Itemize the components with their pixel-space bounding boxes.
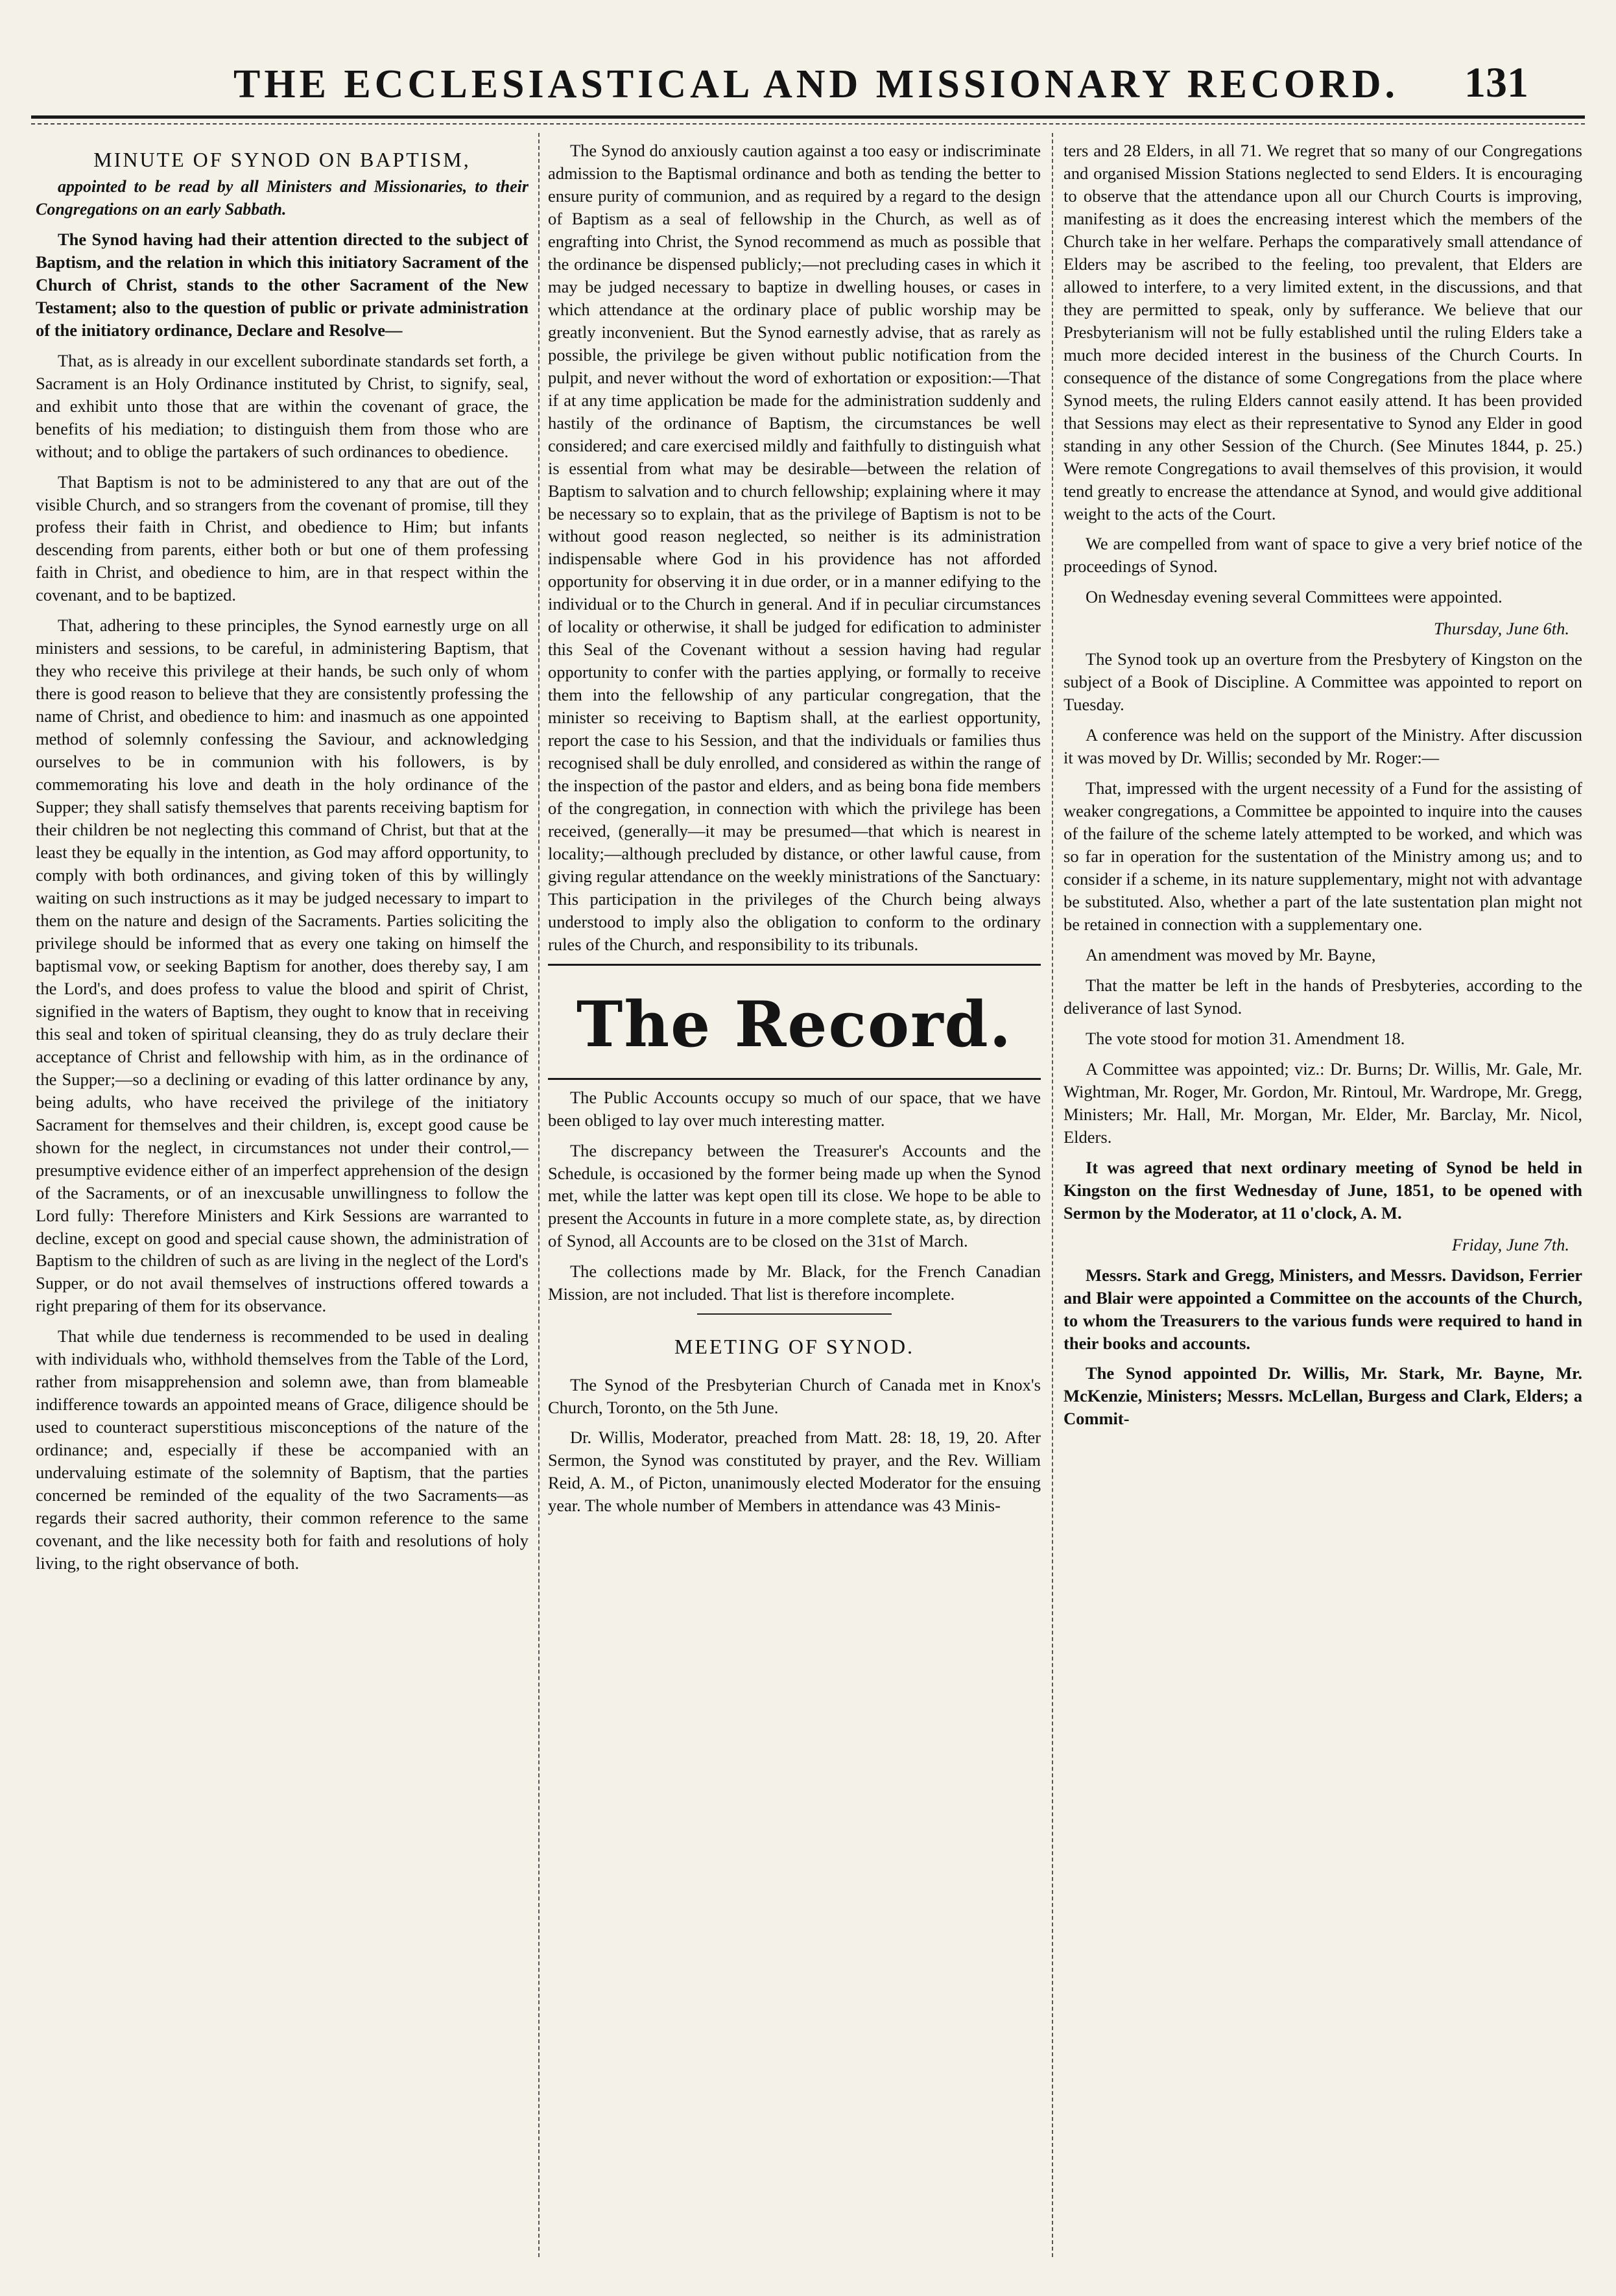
section-rule [548, 1078, 1041, 1080]
meeting-paragraph: Messrs. Stark and Gregg, Ministers, and Messrs. Davidson, Ferrier and Blair were appointed a Committee on the accounts of the Church, to whom the Treasurers to the various funds were required to hand in their books and accounts. [1063, 1265, 1582, 1353]
article-paragraph: That, adhering to these principles, the Synod earnestly urge on all ministers and sessions, to be careful, in administering Baptism, that they who receive this privilege at their hands, be such only of whom there is good reason to believe that they are consistently professing the name of Christ, and obedience to him: and inasmuch as one appointed method of solemnly confessing the Saviour, and acknowledging ourselves to be in communion with his followers, is by commemorating his love and death in the holy ordinance of the Supper; they shall satisfy themselves that parents receiving baptism for their children be not neglecting this command of Christ, but that at the least they be equally in the intention, as God may afford opportunity, to comply with both ordinances, and giving token of this by willingly waiting on such instructions as it may be judged necessary to impart to them on the nature and design of the Sacraments. Parties soliciting the privilege should be informed that as every one taking on himself the baptismal vow, or seeking Baptism for another, does thereby say, I am the Lord's, and does profess to value the blood and spirit of Christ, signified in the waters of Baptism, they ought to know that in receiving this seal and token of spiritual cleansing, they do as truly declare their acceptance of Christ and fellowship with him, as in the ordinance of the Supper;—so a declining or evading of this latter ordinance by any, being adults, who have received the privilege of the initiatory Sacrament for themselves and their children, is, except good cause be shown for the neglect, in circumstances not under their control,—presumptive evidence either of an imperfect apprehension of the design of the Sacraments, or of an inexcusable unwillingness to follow the Lord fully: Therefore Ministers and Kirk Sessions are warranted to decline, except on good and special cause shown, the administration of Baptism to the children of such as are living in the neglect of the Lord's Supper, or do not avail themselves of instructions offered towards a right preparing of them for its observance. [36, 616, 529, 1316]
article-paragraph: That Baptism is not to be administered to any that are out of the visible Church, and so strangers from the covenant of promise, till they profess their faith in Christ, and obedience to Him; but infants descending from parents, either both or but one of them professing faith in Christ, and obedience to him, are in that respect within the covenant, and to be baptized. [36, 472, 529, 605]
article-paragraph: That, as is already in our excellent subordinate standards set forth, a Sacrament is an Holy Ordinance instituted by Christ, to signify, seal, and exhibit unto those that are within the covenant of grace, the benefits of his mediation; to distinguish them from those who are without; and to oblige the partakers of such ordinances to obedience. [36, 350, 529, 461]
meeting-paragraph: The Synod appointed Dr. Willis, Mr. Stark, Mr. Bayne, Mr. McKenzie, Ministers; Messrs. McLellan, Burgess and Clark, Elders; a Commit- [1063, 1363, 1582, 1429]
dateline: Thursday, June 6th. [1433, 619, 1569, 639]
masthead-rule [31, 115, 1585, 119]
dateline: Friday, June 7th. [1451, 1234, 1569, 1254]
meeting-paragraph: The Synod took up an overture from the Presbytery of Kingston on the subject of a Book of Discipline. A Committee was appointed to report on Tuesday. [1063, 649, 1582, 715]
meeting-paragraph: An amendment was moved by Mr. Bayne, [1086, 944, 1376, 964]
article-paragraph: That while due tenderness is recommended to be used in dealing with individuals who, withhold themselves from the Table of the Lord, rather from misapprehension and solemn awe, than from blameable indifference towards an appointed means of Grace, diligence should be used to counteract superstitious misconceptions of the nature of the ordinance; and, especially if these be accompanied with an undervaluing estimate of the solemnity of Baptism, that the parties concerned be reminded of the equality of the two Sacraments—as regards their sacred authority, their common reference to the same covenant, and the like necessity both for faith and resolutions of holy living, to the right observance of both. [36, 1326, 529, 1573]
meeting-paragraph: It was agreed that next ordinary meeting of Synod be held in Kingston on the first Wednesday of June, 1851, to be opened with Sermon by the Moderator, at 11 o'clock, A. M. [1063, 1157, 1582, 1223]
masthead-rule-dashed [31, 123, 1585, 125]
section-heading-record: The Record. [576, 987, 1013, 1061]
masthead [0, 0, 1616, 130]
meeting-paragraph: On Wednesday evening several Committees were appointed. [1086, 587, 1503, 607]
meeting-paragraph: ters and 28 Elders, in all 71. We regret that so many of our Congregations and organised Mission Stations neglected to send Elders. It is encouraging to observe that the attendance upon all our Church Courts is improving, manifesting as it does the encreasing interest which the members of the Church take in her welfare. Perhaps the comparatively small attendance of Elders may be ascribed to the feeling, too prevalent, that Elders are allowed to interfere, to a very limited extent, in the discussions, and that they are permitted to speak, only by sufferance. We believe that our Presbyterianism will not be fully established until the ruling Elders take a much more decided interest in the business of the Church Courts. In consequence of the distance of some Congregations from the place where Synod meets, the ruling Elders cannot easily attend. It has been provided that Sessions may elect as their representative to Synod any Elder in good standing in any other Session of the Church. (See Minutes 1844, p. 25.) Were remote Congregations to avail themselves of this provision, it would tend greatly to encrease the attendance at Synod, and would give additional weight to the acts of the Court. [1063, 141, 1582, 523]
meeting-paragraph: The Synod of the Presbyterian Church of Canada met in Knox's Church, Toronto, on the 5th June. [548, 1374, 1041, 1417]
record-paragraph: The discrepancy between the Treasurer's Accounts and the Schedule, is occasioned by the former being made up when the Synod met, while the latter was kept open till its close. We hope to be able to present the Accounts in future in a more complete state, as, by direction of Synod, all Accounts are to be closed on the 31st of March. [548, 1140, 1041, 1251]
meeting-paragraph: That, impressed with the urgent necessity of a Fund for the assisting of weaker congregations, a Committee be appointed to inquire into the causes of the failure of the scheme lately attempted to be worked, and which was so far in operation for the sustentation of the Ministry among us; and to consider if a scheme, in its nature supplementary, might not with advantage be substituted. Also, whether a part of the late sustentation plan might not be retained in connection with a supplementary one. [1063, 778, 1582, 934]
publication-title: THE ECCLESIASTICAL AND MISSIONARY RECORD. [233, 62, 1399, 106]
column-3 [1063, 139, 1582, 2244]
article-subtitle: appointed to be read by all Ministers and Missionaries, to their Congregations on an early Sabbath. [36, 177, 529, 219]
column-divider [1052, 133, 1053, 2257]
section-heading-meeting: MEETING OF SYNOD. [674, 1335, 915, 1359]
column-divider [538, 133, 540, 2257]
section-rule [548, 964, 1041, 966]
section-rule [697, 1313, 892, 1315]
meeting-paragraph: That the matter be left in the hands of Presbyteries, according to the deliverance of last Synod. [1063, 975, 1582, 1018]
record-paragraph: The Public Accounts occupy so much of our space, that we have been obliged to lay over much interesting matter. [548, 1087, 1041, 1130]
article-paragraph: The Synod having had their attention directed to the subject of Baptism, and the relation in which this initiatory Sacrament of the Church of Christ, stands to the other Sacrament of the New Testament; also to the question of public or private administration of the initiatory ordinance, Declare and Resolve— [36, 229, 529, 340]
meeting-paragraph: Dr. Willis, Moderator, preached from Matt. 28: 18, 19, 20. After Sermon, the Synod was constituted by prayer, and the Rev. William Reid, A. M., of Picton, unanimously elected Moderator for the ensuing year. The whole number of Members in attendance was 43 Minis- [548, 1428, 1041, 1516]
record-paragraph: The collections made by Mr. Black, for the French Canadian Mission, are not included. That list is therefore incomplete. [548, 1262, 1041, 1304]
article-title: MINUTE OF SYNOD ON BAPTISM, [93, 148, 471, 171]
column-2 [548, 139, 1041, 2244]
page-number: 131 [1464, 59, 1528, 106]
meeting-paragraph: We are compelled from want of space to give a very brief notice of the proceedings of Synod. [1063, 534, 1582, 577]
meeting-paragraph: The vote stood for motion 31. Amendment 18. [1086, 1028, 1405, 1048]
meeting-paragraph: A conference was held on the support of the Ministry. After discussion it was moved by Dr. Willis; seconded by Mr. Roger:— [1063, 725, 1582, 768]
column-1 [36, 139, 529, 2244]
meeting-paragraph: A Committee was appointed; viz.: Dr. Burns; Dr. Willis, Mr. Gale, Mr. Wightman, Mr. Roger, Mr. Gordon, Mr. Rintoul, Mr. Wardrope, Mr. Gregg, Ministers; Mr. Hall, Mr. Morgan, Mr. Elder, Mr. Barclay, Mr. Nicol, Elders. [1063, 1058, 1582, 1147]
article-paragraph: The Synod do anxiously caution against a too easy or indiscriminate admission to the Baptismal ordinance and both as tending the better to ensure purity of communion, and as required by a regard to the design of Baptism as a seal of fellowship in the Church, as well as of engrafting into Christ, the Synod recommend as much as possible that the ordinance be dispensed publicly;—not precluding cases in which it may be judged necessary to baptize in dwelling houses, or cases in which attendance at the ordinary place of public worship may be greatly inconvenient. But the Synod earnestly advise, that as rarely as possible, the privilege be given without public notification from the pulpit, and never without the word of exhortation or exposition:—That if at any time application be made for the administration suddenly and hastily of the ordinance of Baptism, the circumstances be well considered; and care exercised mildly and faithfully to distinguish what is essential from what may be desirable—between the relation of Baptism to salvation and to church fellowship; explaining where it may be necessary so to explain, that as the privilege of Baptism is not to be without good reason neglected, so neither is its administration indispensable where God in his providence has not afforded opportunity for observing it in due order, or in a manner edifying to the individual or to the Church in general. And if in peculiar circumstances of locality or otherwise, it shall be judged for edification to administer this Seal of the Covenant without a session having had regular opportunity to confer with the parties applying, or formally to receive them into the fellowship of any particular congregation, that the minister so receiving to Baptism shall, at the earliest opportunity, report the case to his Session, and that the individuals or families thus recognised shall be duly enrolled, and considered as within the range of the inspection of the pastor and elders, and as being bona fide members of the congregation, in connection with which the privilege has been received, (generally—it may be presumed—that which is nearest in locality;—although precluded by distance, or other lawful cause, from giving regular attendance on the weekly ministrations of the Sanctuary: This participation in the privileges of the Church being always understood to imply also the obligation to conform to the ordinary rules of the Church, and responsibility to its tribunals. [548, 141, 1041, 954]
